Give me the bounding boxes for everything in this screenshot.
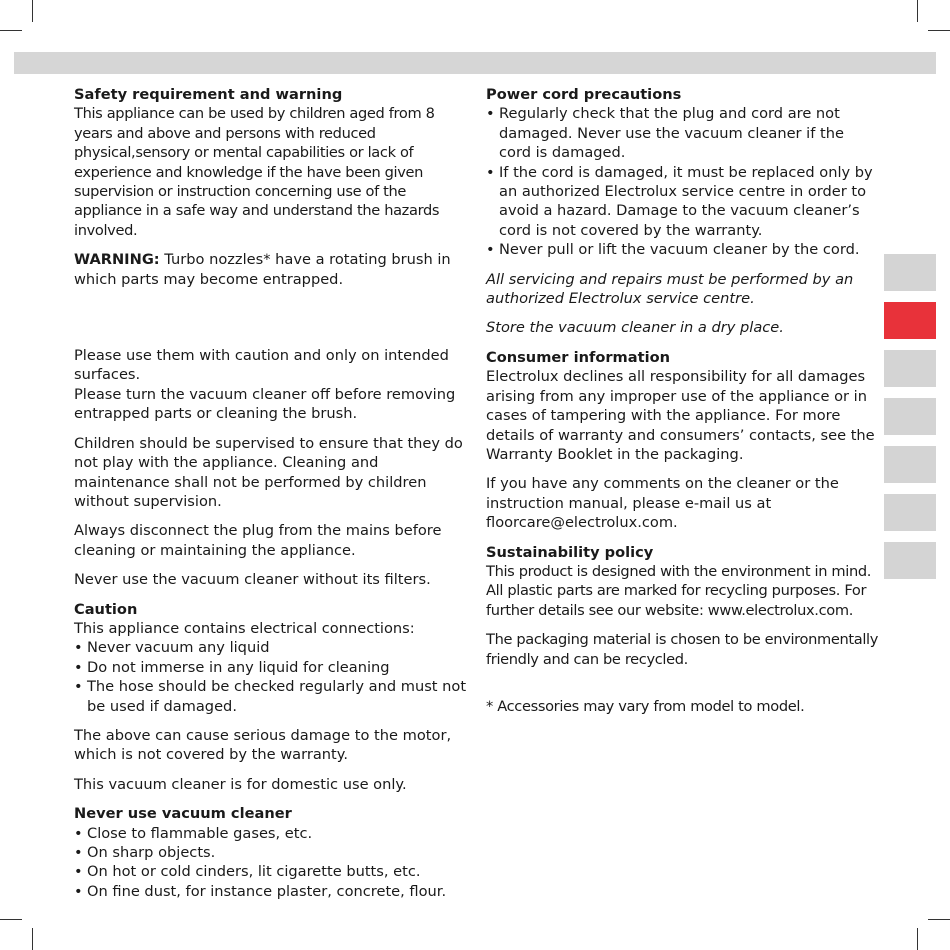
servicing-text: All servicing and repairs must be performed by an authorized Electrolux service centre. (486, 270, 854, 308)
side-tab[interactable] (884, 494, 936, 531)
turn-off-text: Please turn the vacuum cleaner off before removing entrapped parts or cleaning the brush. (74, 385, 456, 423)
store-text: Store the vacuum cleaner in a dry place. (486, 319, 784, 337)
filters-text: Never use the vacuum cleaner without its filters. (74, 571, 431, 589)
never-use-heading: Never use vacuum cleaner (74, 805, 292, 823)
crop-mark (928, 30, 950, 31)
caution-heading: Caution (74, 600, 138, 618)
list-item: • Do not immerse in any liquid for cleaning (74, 658, 470, 677)
left-column (74, 85, 470, 901)
warning-label: WARNING: (74, 251, 160, 269)
list-item: • Close to flammable gases, etc. (74, 824, 470, 843)
crop-mark (917, 928, 918, 950)
list-item: • On sharp objects. (74, 843, 470, 862)
right-column (486, 85, 880, 716)
side-tab[interactable] (884, 350, 936, 387)
safety-heading: Safety requirement and warning (74, 86, 343, 103)
never-use-list (74, 824, 470, 902)
side-tab[interactable] (884, 446, 936, 483)
domestic-text: This vacuum cleaner is for domestic use only. (74, 775, 407, 793)
crop-mark (32, 928, 33, 950)
comments-text: If you have any comments on the cleaner or the instruction manual, please e-mail us at floorcare@electrolux.com. (486, 475, 839, 532)
caution-list (74, 638, 470, 716)
safety-body: This appliance can be used by children aged from 8 years and above and persons with reduced physical,sensory or mental capabilities or lack of experience and knowledge if the have been given supervision or instruction concerning use of the appliance in a safe way and understand the hazards involved. (74, 105, 440, 239)
side-tab[interactable] (884, 398, 936, 435)
damage-text: The above can cause serious damage to the motor, which is not covered by the warranty. (74, 726, 452, 764)
crop-mark (917, 0, 918, 22)
crop-mark (928, 919, 950, 920)
disconnect-text: Always disconnect the plug from the mains before cleaning or maintaining the appliance. (74, 522, 442, 559)
children-text: Children should be supervised to ensure that they do not play with the appliance. Cleaning and maintenance shall not be performed by children without supervision. (74, 434, 463, 510)
list-item: • If the cord is damaged, it must be replaced only by an authorized Electrolux service centre in order to avoid a hazard. Damage to the vacuum cleaner’s cord is not covered by the warranty. (486, 163, 880, 241)
side-tab-active[interactable] (884, 302, 936, 339)
list-item: • The hose should be checked regularly and must not be used if damaged. (74, 677, 470, 716)
side-tab[interactable] (884, 254, 936, 291)
side-tab[interactable] (884, 542, 936, 579)
cord-heading: Power cord precautions (486, 86, 682, 103)
caution-intro: This appliance contains electrical connections: (74, 619, 415, 637)
list-item: • Regularly check that the plug and cord are not damaged. Never use the vacuum cleaner if the cord is damaged. (486, 104, 880, 162)
list-item: • Never pull or lift the vacuum cleaner by the cord. (486, 240, 880, 259)
warning-paragraph (74, 250, 470, 289)
sustainability-body: This product is designed with the environment in mind. All plastic parts are marked for recycling purposes. For further details see our website: www.electrolux.com. (486, 562, 872, 619)
list-item: • On fine dust, for instance plaster, concrete, flour. (74, 882, 470, 901)
crop-mark (0, 919, 22, 920)
packaging-text: The packaging material is chosen to be environmentally friendly and can be recycled. (486, 631, 879, 668)
caution-use-text: Please use them with caution and only on intended surfaces. (74, 347, 449, 384)
language-tabs (884, 254, 936, 590)
list-item: • On hot or cold cinders, lit cigarette butts, etc. (74, 862, 470, 881)
accessories-note: * Accessories may vary from model to model. (486, 697, 805, 715)
crop-mark (0, 30, 22, 31)
header-band (14, 52, 936, 74)
cord-list (486, 104, 880, 259)
list-item: • Never vacuum any liquid (74, 638, 470, 657)
consumer-heading: Consumer information (486, 348, 670, 366)
sustainability-heading: Sustainability policy (486, 543, 654, 561)
warning-text: Turbo nozzles* have a rotating brush in which parts may become entrapped. (74, 251, 451, 288)
crop-mark (32, 0, 33, 22)
consumer-body: Electrolux declines all responsibility for all damages arising from any improper use of the appliance or in cases of tampering with the appliance. For more details of warranty and consumers’ contacts, see the Warranty Booklet in the packaging. (486, 368, 875, 463)
